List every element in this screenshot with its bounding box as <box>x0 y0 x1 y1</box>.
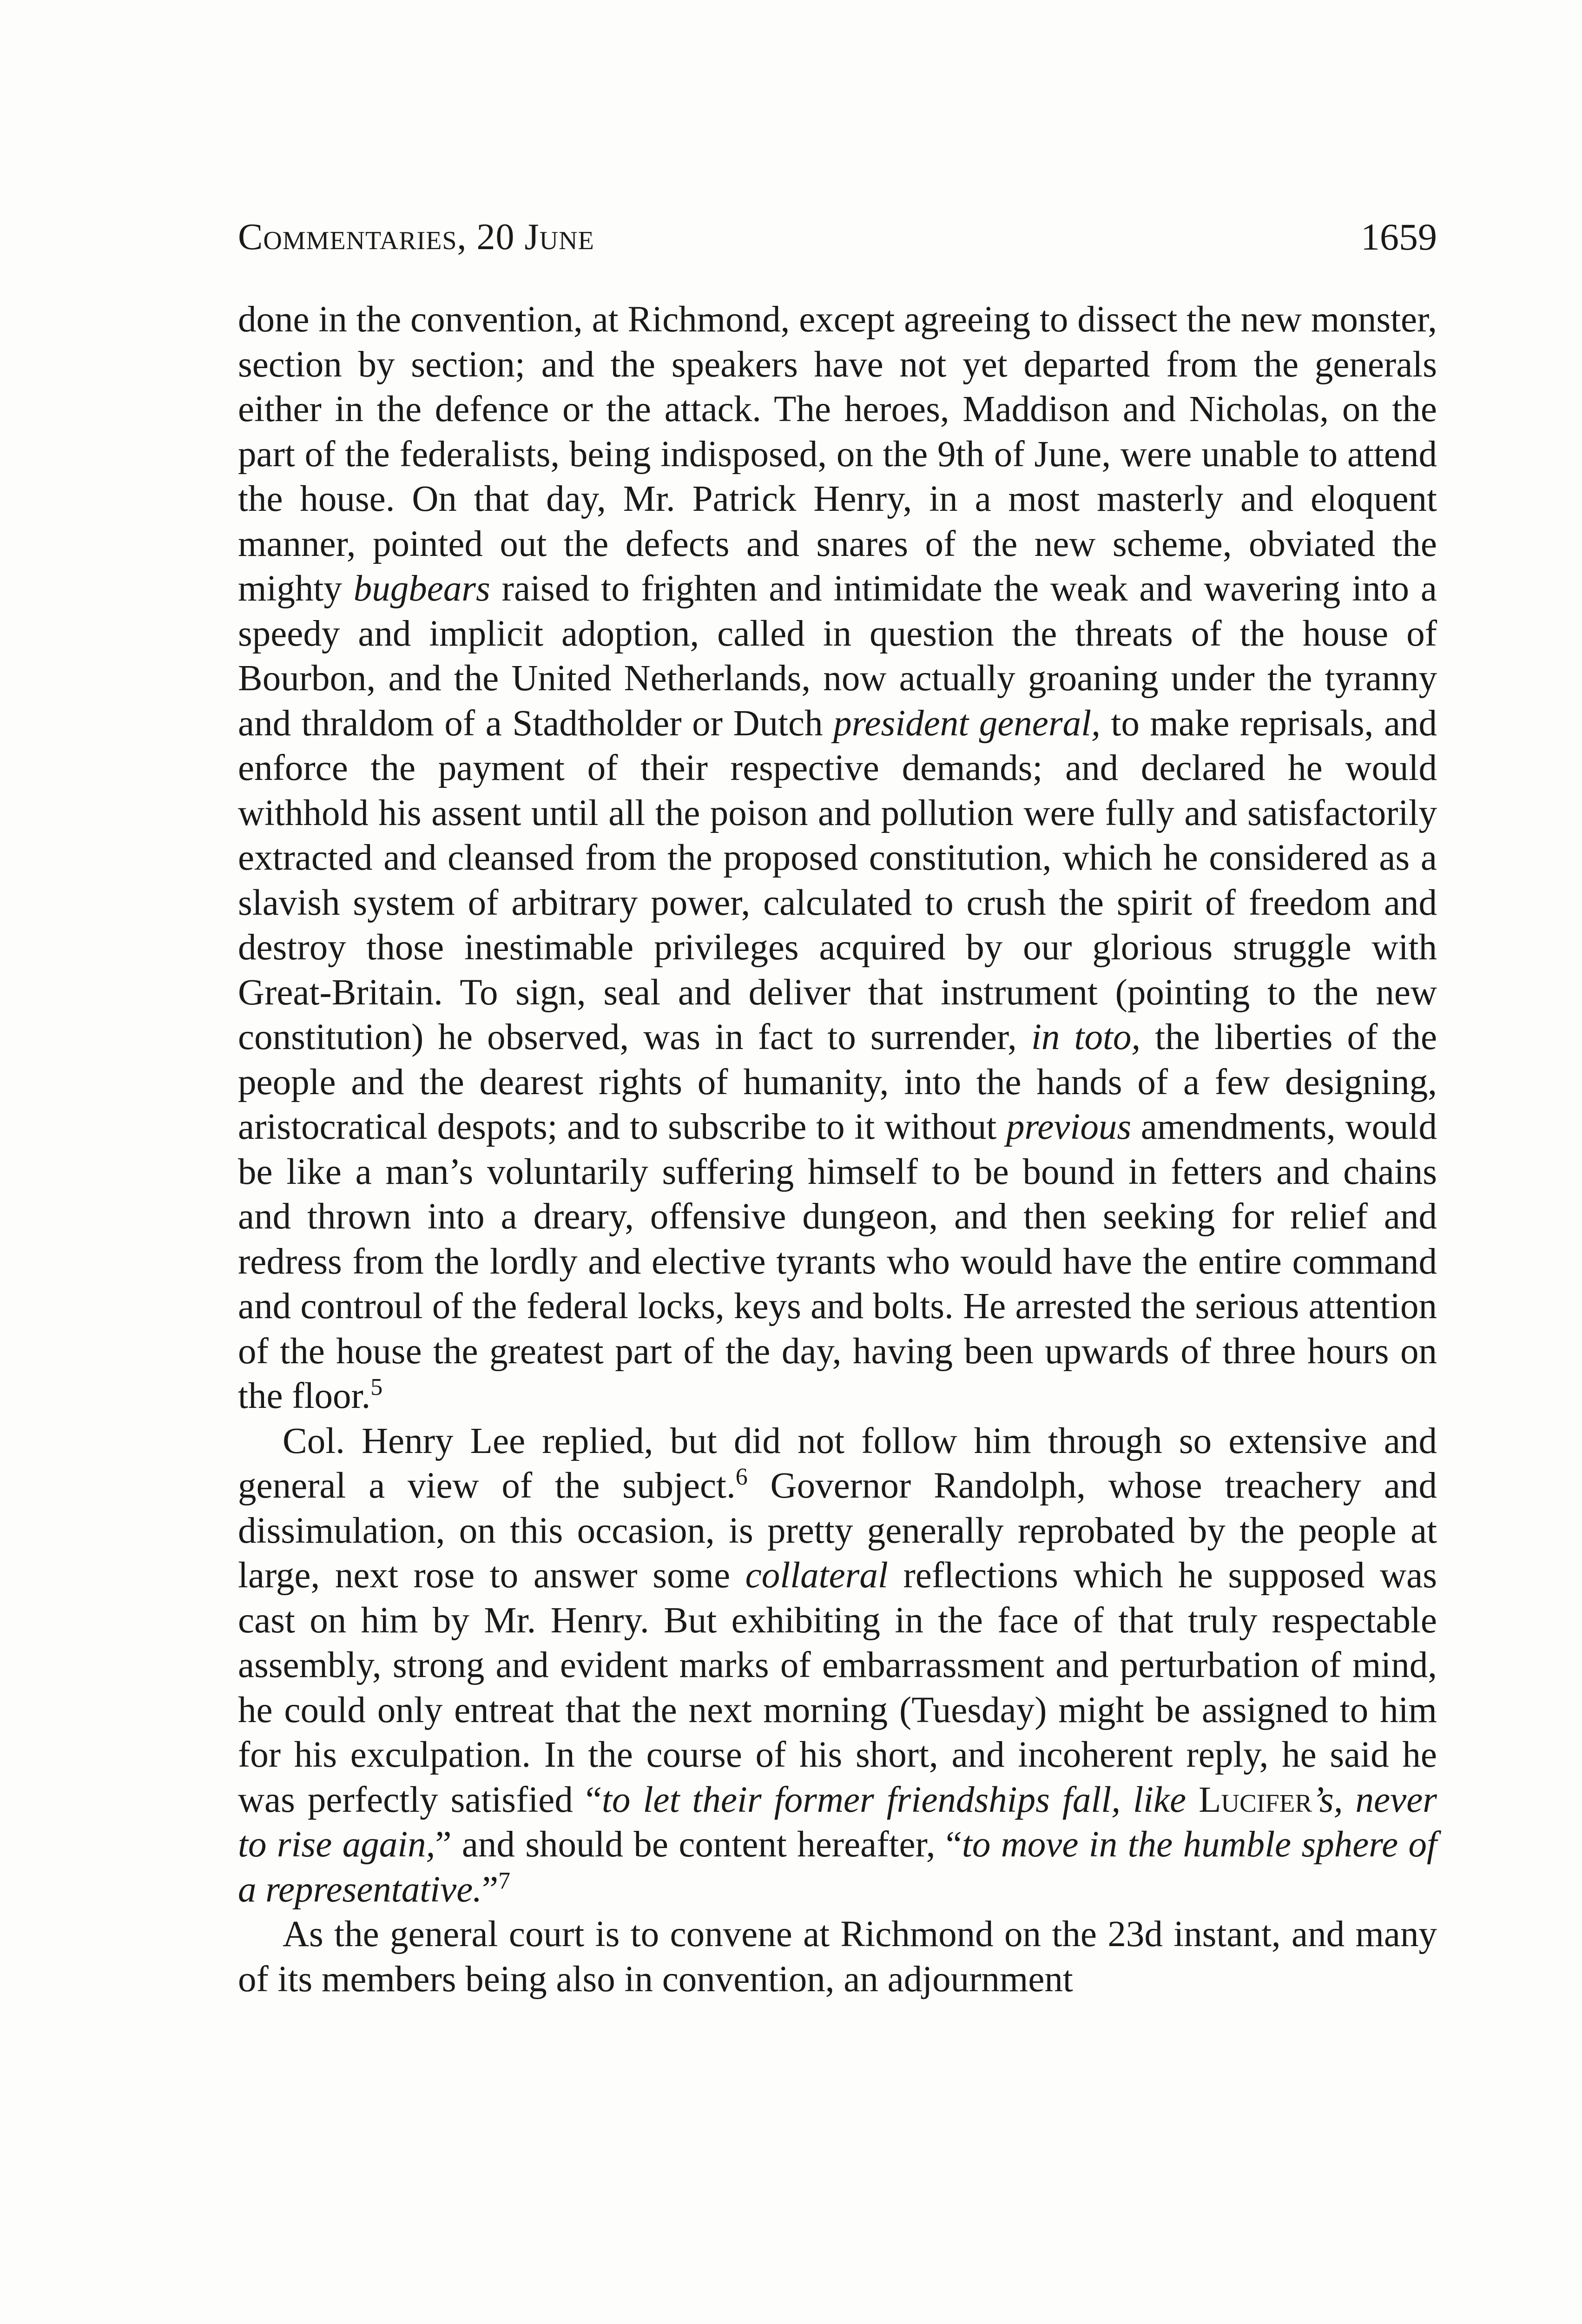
small-caps-text: Lucifer <box>1199 1779 1312 1820</box>
page-number: 1659 <box>1361 216 1437 258</box>
italic-text: collateral <box>745 1555 888 1596</box>
text-run: done in the convention, at Richmond, except agreeing to dissect the new monster, section by section; and the speakers have not yet departed from the generals either in the defence or the attack. The heroes, Maddison and Nicholas, on the part of the federalists, being indisposed, on the 9th of June, were unable to attend the house. On that day, Mr. Patrick Henry, in a most masterly and eloquent manner, pointed out the defects and snares of the new scheme, obviated the mighty <box>238 299 1437 609</box>
text-run: raised to frighten and intimidate the weak and wavering into a speedy and implicit adoption, called in question the threats of the house of Bourbon, and the United Netherlands, now actually groaning under the tyranny and thraldom of a Stadtholder or Dutch <box>238 568 1437 744</box>
italic-text: in toto, <box>1031 1017 1141 1057</box>
italic-text: president general, <box>833 703 1101 744</box>
text-run: the liberties of the people and the dearest rights of humanity, into the hands of a few designing, aristocratical despots; and to subscribe to it without <box>238 1017 1437 1147</box>
text-run: reflections which he supposed was cast on him by Mr. Henry. But exhibiting in the face of that truly respectable assembly, strong and evident marks of embarrassment and perturbation of mind, he could only entreat that the next morning (Tuesday) might be assigned to him for his exculpation. In the course of his short, and incoherent reply, he said he was perfectly satisfied “ <box>238 1555 1437 1820</box>
text-run: Col. Henry Lee replied, but did not follow him through so extensive and general a view of the subject. <box>238 1420 1437 1506</box>
paragraph <box>238 1912 1437 2002</box>
body-text <box>238 297 1437 2002</box>
paragraph <box>238 1419 1437 1913</box>
italic-text: to let their former friendships fall, like <box>601 1779 1186 1820</box>
footnote-marker: 6 <box>735 1464 748 1490</box>
text-run: ” and should be content hereafter, “ <box>435 1824 962 1865</box>
text-run: amendments, would be like a man’s voluntarily suffering himself to be bound in fetters and chains and thrown into a dreary, offensive dungeon, and then seeking for relief and redress from the lordly and elective tyrants who would have the entire command and controul of the federal locks, keys and bolts. He arrested the serious attention of the house the greatest part of the day, having been upwards of three hours on the floor. <box>238 1107 1437 1416</box>
footnote-marker: 7 <box>498 1867 511 1894</box>
running-head <box>238 211 1437 263</box>
text-run: to make reprisals, and enforce the payment of their respective demands; and declared he would withhold his assent until all the poison and pollution were fully and satisfactorily extracted and cleansed from the proposed constitution, which he considered as a slavish system of arbitrary power, calculated to crush the spirit of freedom and destroy those inestimable privileges acquired by our glorious struggle with Great-Britain. To sign, seal and deliver that instrument (pointing to the new constitution) he observed, was in fact to surrender, <box>238 703 1437 1057</box>
text-run: ” <box>482 1869 499 1910</box>
italic-text: to move in the humble sphere of a representative. <box>238 1824 1437 1910</box>
text-run: Governor Randolph, whose treachery and dissimulation, on this occasion, is pretty generally reprobated by the people at large, next rose to answer some <box>238 1466 1437 1596</box>
italic-text: bugbears <box>353 568 490 609</box>
text-run <box>1186 1780 1199 1820</box>
italic-text: previous <box>1006 1107 1132 1147</box>
running-head-title: Commentaries, 20 June <box>238 217 594 257</box>
text-run: As the general court is to convene at Richmond on the 23d instant, and many of its members being also in convention, an adjournment <box>238 1914 1437 2000</box>
footnote-marker: 5 <box>370 1374 383 1400</box>
italic-text: ’s, never to rise again, <box>238 1779 1437 1865</box>
paragraph <box>238 297 1437 1419</box>
